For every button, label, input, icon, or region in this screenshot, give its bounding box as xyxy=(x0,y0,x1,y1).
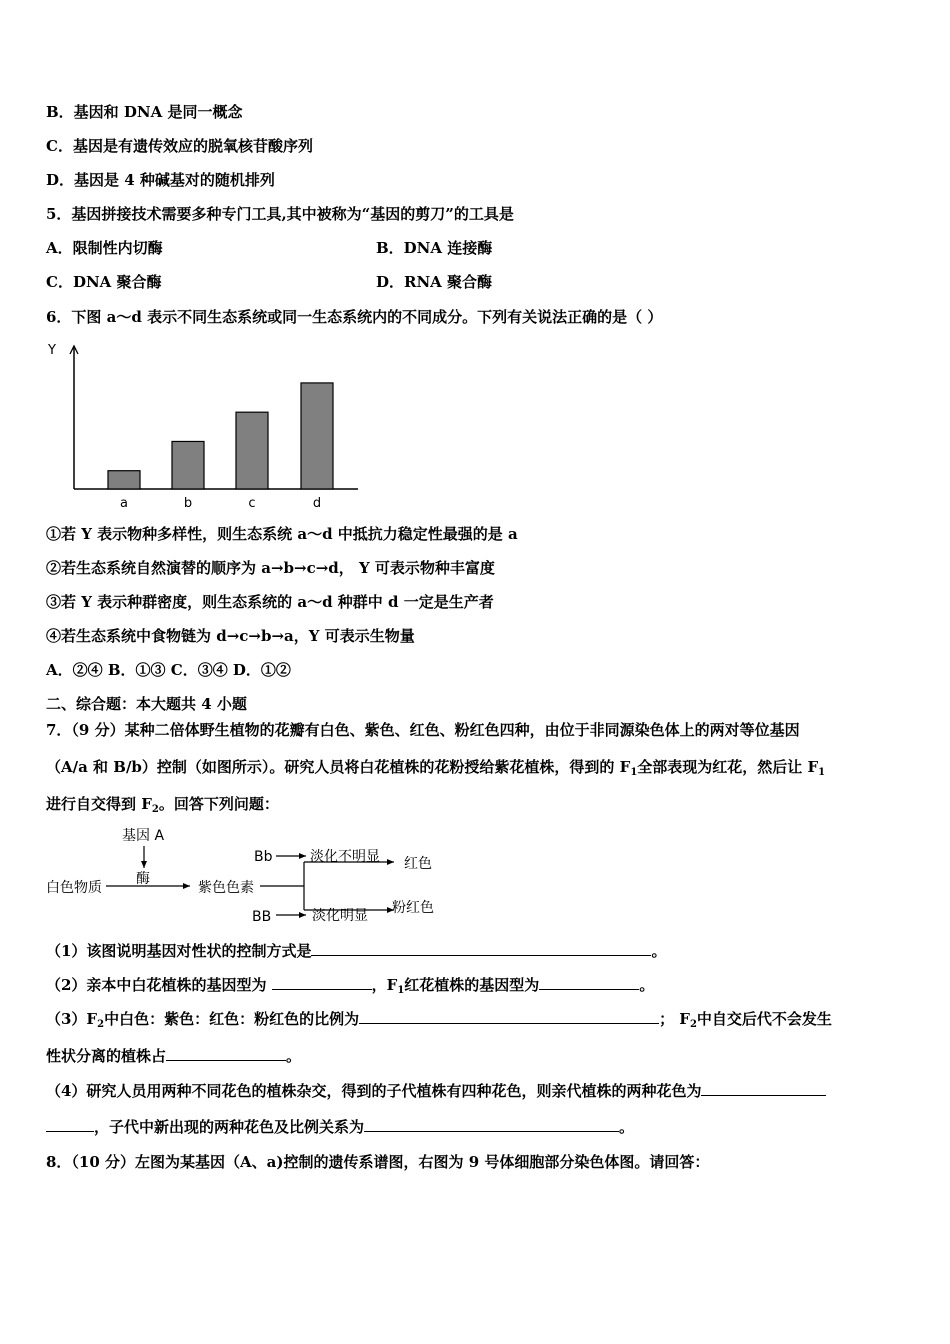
subscript-1: 1 xyxy=(818,767,826,778)
q7-part-3-text-e: 性状分离的植株占 xyxy=(46,1047,167,1065)
q5-option-d: D．RNA 聚合酶 xyxy=(376,273,493,291)
q7-part-4-text: （4）研究人员用两种不同花色的植株杂交，得到的子代植株有四种花色，则亲代植株的两种花色为 xyxy=(46,1082,702,1100)
q7-part-3-text: （3）F xyxy=(46,1010,98,1028)
q7-line-2b: 全部表现为红花，然后让 F xyxy=(637,758,819,776)
purple-pigment-label: 紫色色素 xyxy=(198,880,254,896)
enzyme-label: 酶 xyxy=(136,871,150,887)
q7-part-2-text-b: ，F xyxy=(371,976,398,994)
clear-label: 淡化明显 xyxy=(312,908,368,924)
q6-statement-2: ②若生态系统自然演替的顺序为 a→b→c→d， Y 可表示物种丰富度 xyxy=(46,559,495,577)
x-tick-label-a: a xyxy=(120,496,128,511)
x-tick-label-c: c xyxy=(248,496,256,511)
chart-layer xyxy=(47,343,358,511)
q7-line-3 xyxy=(46,794,279,820)
y-axis-label: Y xyxy=(48,343,56,358)
q7-part-1 xyxy=(46,940,666,961)
x-tick-label-d: d xyxy=(312,496,322,511)
pink-label: 粉红色 xyxy=(392,900,434,916)
q7-line-2 xyxy=(46,757,825,783)
q4-option-b: B．基因和 DNA 是同一概念 xyxy=(46,103,243,121)
q7-part-2 xyxy=(46,974,654,1001)
q7-line-2a: （A/a 和 B/b）控制（如图所示）。研究人员将白花植株的花粉授给紫花植株，得到的 F xyxy=(46,758,631,776)
q6-statement-1: ①若 Y 表示物种多样性，则生态系统 a～d 中抵抗力稳定性最强的是 a xyxy=(46,525,518,543)
answer-blank[interactable] xyxy=(311,940,651,956)
q5-option-b: B．DNA 连接酶 xyxy=(376,239,493,257)
q7-line-3b: 。回答下列问题： xyxy=(158,795,279,813)
q7-line-3a: 进行自交得到 F xyxy=(46,795,152,813)
bar-b xyxy=(172,441,204,489)
q6-options: A．②④ B．①③ C．③④ D．①② xyxy=(46,661,291,679)
q5-option-c: C．DNA 聚合酶 xyxy=(46,273,162,291)
answer-blank[interactable] xyxy=(701,1080,826,1096)
bar-d xyxy=(301,383,333,489)
q6-statement-3: ③若 Y 表示种群密度，则生态系统的 a～d 种群中 d 一定是生产者 xyxy=(46,593,494,611)
subscript-2: 2 xyxy=(97,1019,105,1030)
period: 。 xyxy=(651,942,667,960)
q8-stem: 8．（10 分）左图为某基因（A、a)控制的遗传系谱图，右图为 9 号体细胞部分染色体图。请回答： xyxy=(46,1153,710,1171)
gene-a-label: 基因 A xyxy=(122,828,165,844)
q7-part-3-cont xyxy=(46,1045,301,1066)
bb-upper-label: Bb xyxy=(254,849,273,865)
period: 。 xyxy=(619,1118,635,1136)
subscript-1: 1 xyxy=(630,767,638,778)
q7-part-3-text-b: 中白色：紫色：红色：粉红色的比例为 xyxy=(104,1010,360,1028)
answer-blank[interactable] xyxy=(359,1008,659,1024)
q7-part-3-text-d: 中自交后代不会发生 xyxy=(696,1010,832,1028)
section-2-heading: 二、综合题：本大题共 4 小题 xyxy=(46,695,247,713)
bar-c xyxy=(236,412,268,489)
white-substance-label: 白色物质 xyxy=(46,880,102,896)
q6-bar-chart xyxy=(40,336,370,516)
period: 。 xyxy=(639,976,655,994)
pigment-pathway-diagram xyxy=(40,822,460,932)
q7-part-1-text: （1）该图说明基因对性状的控制方式是 xyxy=(46,942,312,960)
q7-part-4 xyxy=(46,1080,826,1101)
q5-option-a: A．限制性内切酶 xyxy=(46,239,163,257)
period: 。 xyxy=(286,1047,302,1065)
q6-stem: 6．下图 a～d 表示不同生态系统或同一生态系统内的不同成分。下列有关说法正确的是（ ） xyxy=(46,308,663,326)
q7-part-3 xyxy=(46,1008,832,1035)
bar-a xyxy=(108,471,140,489)
x-tick-label-b: b xyxy=(183,496,193,511)
subscript-1: 1 xyxy=(397,985,405,996)
q7-part-2-text-c: 红花植株的基因型为 xyxy=(404,976,540,994)
q7-line-1: 7．（9 分）某种二倍体野生植物的花瓣有白色、紫色、红色、粉红色四种，由位于非同源染色体上的两对等位基因 xyxy=(46,721,800,739)
subscript-2: 2 xyxy=(689,1019,697,1030)
answer-blank[interactable] xyxy=(539,974,639,990)
q4-option-d: D．基因是 4 种碱基对的随机排列 xyxy=(46,171,275,189)
q7-part-4-cont xyxy=(46,1116,634,1137)
q4-option-c: C．基因是有遗传效应的脱氧核苷酸序列 xyxy=(46,137,313,155)
answer-blank[interactable] xyxy=(46,1116,94,1132)
answer-blank[interactable] xyxy=(272,974,372,990)
q5-stem: 5．基因拼接技术需要多种专门工具,其中被称为“基因的剪刀”的工具是 xyxy=(46,205,514,223)
q7-part-3-text-c: ； F xyxy=(659,1010,690,1028)
q7-part-2-text: （2）亲本中白花植株的基因型为 xyxy=(46,976,272,994)
faint-label: 淡化不明显 xyxy=(310,849,380,865)
answer-blank[interactable] xyxy=(166,1045,286,1061)
subscript-2: 2 xyxy=(151,804,159,815)
q6-statement-4: ④若生态系统中食物链为 d→c→b→a，Y 可表示生物量 xyxy=(46,627,415,645)
red-label: 红色 xyxy=(404,856,432,872)
answer-blank[interactable] xyxy=(364,1116,619,1132)
q7-part-4-text-b: ，子代中新出现的两种花色及比例关系为 xyxy=(94,1118,365,1136)
bb-lower-label: BB xyxy=(252,909,272,925)
